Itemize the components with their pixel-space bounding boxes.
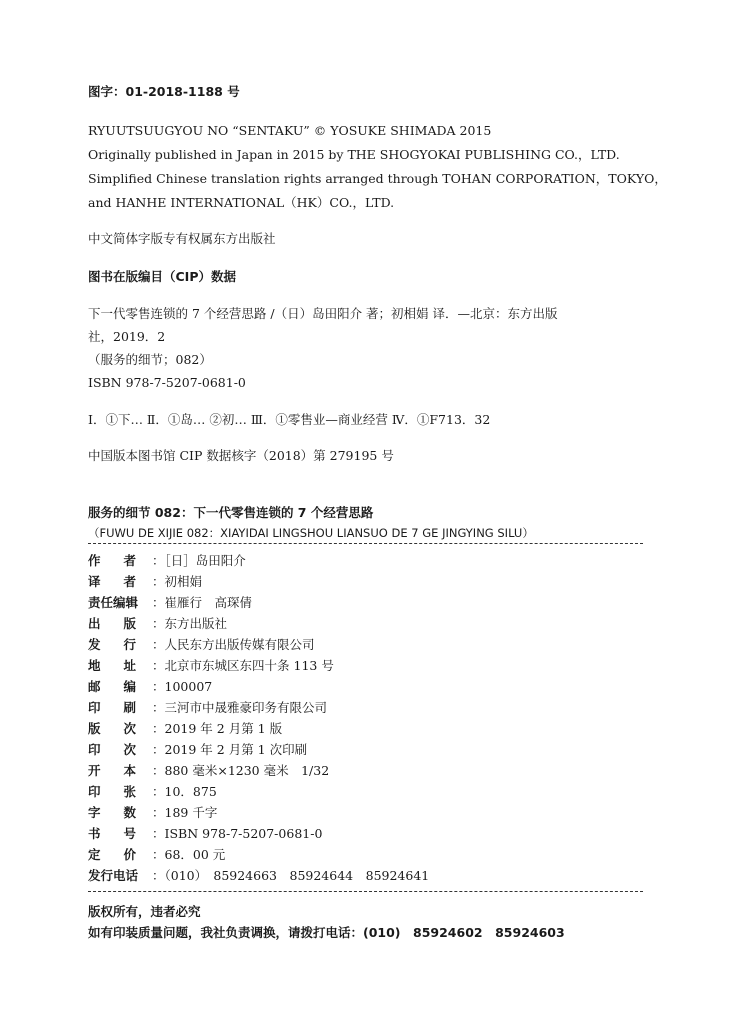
record-key: 发行电话 [88, 868, 139, 883]
record-isbn [88, 826, 322, 842]
record-sep: ： [152, 721, 165, 736]
record-postcode [88, 679, 212, 695]
copyright-line-1: RYUUTSUUGYOU NO “SENTAKU” © YOSUKE SHIMADA 2015 [88, 123, 492, 138]
record-sep: ： [152, 679, 165, 694]
copyright-line-4: and HANHE INTERNATIONAL（HK）CO.，LTD. [88, 195, 395, 210]
record-value: ［日］岛田阳介 [164, 553, 246, 568]
record-value: 初相娟 [164, 574, 203, 589]
record-value: 三河市中晟雅豪印务有限公司 [164, 700, 328, 715]
record-sep: ： [152, 616, 165, 631]
record-printer [88, 700, 327, 716]
record-key: 发行 [88, 637, 136, 652]
record-sep: ： [152, 574, 165, 589]
record-value: 100007 [164, 679, 213, 694]
copyright-line-2: Originally published in Japan in 2015 by THE SHOGYOKAI PUBLISHING CO.，LTD. [88, 147, 620, 162]
footer-rights: 版权所有，违者必究 [88, 904, 201, 919]
record-address [88, 658, 334, 674]
record-sheets [88, 784, 217, 800]
copyright-line-3: Simplified Chinese translation rights arranged through TOHAN CORPORATION，TOKYO， [88, 171, 667, 186]
record-sep: ： [152, 637, 165, 652]
record-sep: ： [152, 826, 165, 841]
record-sep: ： [152, 805, 165, 820]
record-sep: ： [152, 763, 165, 778]
record-sep: ： [152, 553, 165, 568]
record-impression [88, 742, 307, 758]
cip-line-3: （服务的细节；082） [88, 352, 212, 367]
record-value: 68．00 元 [164, 847, 226, 862]
record-value: 10．875 [164, 784, 217, 799]
record-value: （010） 85924663 85924644 85924641 [164, 868, 430, 883]
record-editor [88, 595, 252, 611]
record-key: 开本 [88, 763, 136, 778]
record-value: ISBN 978-7-5207-0681-0 [164, 826, 323, 841]
record-publisher [88, 616, 227, 632]
record-phone [88, 868, 429, 884]
record-key: 印刷 [88, 700, 136, 715]
record-key: 版次 [88, 721, 136, 736]
record-sep: ： [152, 868, 165, 883]
record-key: 印张 [88, 784, 136, 799]
record-key: 印次 [88, 742, 136, 757]
record-key: 书号 [88, 826, 136, 841]
record-sep: ： [152, 742, 165, 757]
cip-line-2: 社，2019．2 [88, 329, 166, 344]
record-key: 译者 [88, 574, 136, 589]
record-price [88, 847, 225, 863]
cip-heading: 图书在版编目（CIP）数据 [88, 269, 236, 284]
record-sep: ： [152, 784, 165, 799]
record-key: 地址 [88, 658, 136, 673]
permit-number: 图字：01-2018-1188 号 [88, 84, 240, 99]
record-sep: ： [152, 658, 165, 673]
divider-top [88, 543, 643, 544]
record-edition [88, 721, 282, 737]
record-key: 字数 [88, 805, 136, 820]
record-sep: ： [152, 847, 165, 862]
rights-holder: 中文简体字版专有权属东方出版社 [88, 231, 276, 246]
record-translator [88, 574, 202, 590]
record-sep: ： [152, 700, 165, 715]
record-key: 邮编 [88, 679, 136, 694]
book-title-pinyin: （FUWU DE XIJIE 082：XIAYIDAI LINGSHOU LIANSUO DE 7 GE JINGYING SILU） [88, 526, 534, 540]
cip-line-4: ISBN 978-7-5207-0681-0 [88, 375, 246, 390]
record-value: 北京市东城区东四十条 113 号 [164, 658, 334, 673]
record-key: 出版 [88, 616, 136, 631]
record-word-count [88, 805, 217, 821]
record-value: 崔雁行 高琛倩 [164, 595, 253, 610]
record-value: 人民东方出版传媒有限公司 [164, 637, 315, 652]
record-key: 定价 [88, 847, 136, 862]
record-author [88, 553, 246, 569]
book-title: 服务的细节 082：下一代零售连锁的 7 个经营思路 [88, 505, 374, 520]
cip-verification: 中国版本图书馆 CIP 数据核字（2018）第 279195 号 [88, 448, 394, 463]
record-value: 2019 年 2 月第 1 版 [164, 721, 283, 736]
classification: Ⅰ．①下… Ⅱ．①岛… ②初… Ⅲ．①零售业—商业经营 Ⅳ．①F713．32 [88, 412, 491, 427]
record-value: 2019 年 2 月第 1 次印刷 [164, 742, 308, 757]
cip-line-1: 下一代零售连锁的 7 个经营思路 /（日）岛田阳介 著；初相娟 译．—北京：东方出版 [88, 306, 558, 321]
record-value: 880 毫米×1230 毫米 1/32 [164, 763, 330, 778]
record-value: 189 千字 [164, 805, 218, 820]
record-key: 责任编辑 [88, 595, 139, 610]
footer-contact: 如有印装质量问题，我社负责调换，请拨打电话：(010) 85924602 85924603 [88, 925, 565, 940]
record-value: 东方出版社 [164, 616, 228, 631]
divider-bottom [88, 891, 643, 892]
record-format [88, 763, 329, 779]
record-distributor [88, 637, 315, 653]
record-sep: ： [152, 595, 165, 610]
record-key: 作者 [88, 553, 136, 568]
